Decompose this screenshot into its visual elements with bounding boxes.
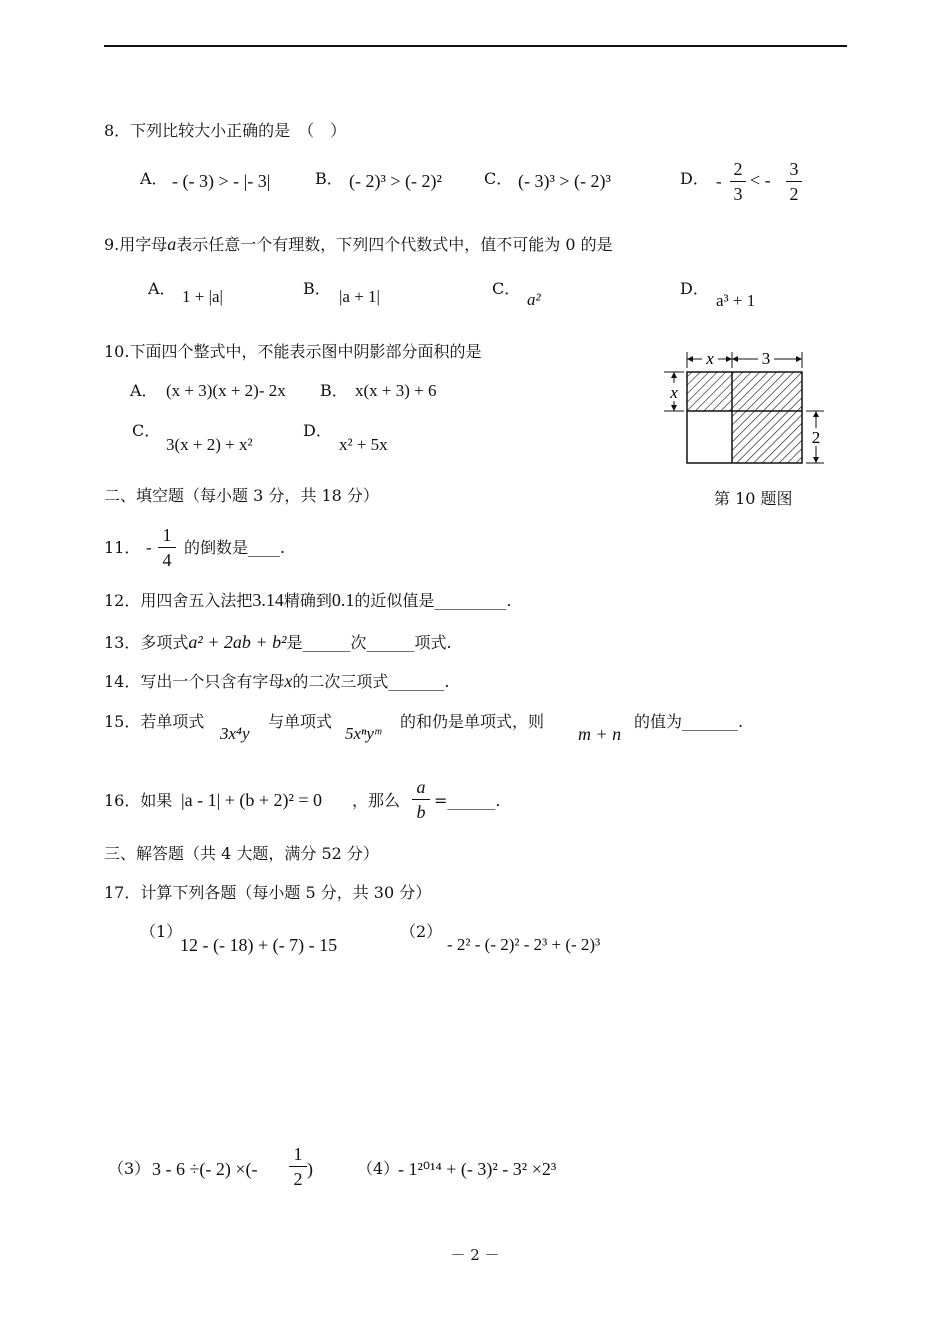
q9-option-b-expr: |a + 1| — [339, 287, 380, 306]
q8-option-a-label: A． — [140, 169, 168, 188]
q17-stem: 17．计算下列各题（每小题 5 分，共 30 分） — [104, 883, 432, 902]
q17-p3-expr: 3 - 6 ÷(- 2) ×(- — [152, 1159, 258, 1179]
q13-part1: 13．多项式 — [104, 633, 189, 652]
q8-option-a-expr: - (- 3) > - |- 3| — [172, 171, 271, 191]
q17-p3-fraction — [289, 1143, 307, 1190]
q15-part2: 与单项式 — [268, 712, 333, 731]
q12-part1: 12．用四舍五入法把 — [104, 591, 253, 610]
q10-option-d-label: D． — [303, 421, 332, 440]
q12-value-1: 3.14 — [252, 590, 284, 610]
q8-d-num1: 2 — [733, 159, 743, 179]
q9-option-c-expr: a² — [527, 290, 541, 309]
q8-option-b-label: B． — [315, 169, 343, 188]
q9-option-d-expr: a³ + 1 — [716, 291, 756, 310]
q9-option-d-label: D． — [680, 279, 709, 298]
q8-d-num2: 3 — [789, 159, 799, 179]
q10-option-b-expr: x(x + 3) + 6 — [355, 381, 437, 400]
q9-option-b-label: B． — [303, 279, 331, 298]
q17-p3-label: （3） — [108, 1159, 151, 1178]
q8-option-d-label: D． — [680, 169, 709, 188]
q17-p4-expr: - 1²⁰¹⁴ + (- 3)² - 3² ×2³ — [398, 1159, 557, 1179]
q17-p2-label: （2） — [400, 922, 443, 941]
q16-part2: ，那么 — [352, 791, 401, 810]
q11-label: 11． — [104, 538, 141, 557]
q8-option-c-label: C． — [484, 169, 513, 188]
q15-expr-1: 3x⁴y — [220, 724, 250, 743]
q10-option-b-label: B． — [320, 381, 348, 400]
header-rule — [104, 45, 847, 47]
q11-den: 4 — [162, 550, 172, 570]
q8-option-d-neg: - — [716, 172, 722, 191]
q17-p1-label: （1） — [140, 922, 183, 941]
q9-stem-part1: 9.用字母 — [104, 235, 168, 254]
q10-stem: 10.下面四个整式中，不能表示图中阴影部分面积的是 — [104, 342, 482, 361]
q15-part1: 15．若单项式 — [104, 712, 205, 731]
section-2-heading: 二、填空题（每小题 3 分，共 18 分） — [104, 486, 379, 505]
q9-option-a-expr: 1 + |a| — [182, 287, 223, 306]
fig-top-3-label: 3 — [761, 349, 771, 368]
q9-option-c-label: C． — [492, 279, 521, 298]
q9-stem — [104, 234, 613, 255]
q16-expr: |a - 1| + (b + 2)² = 0 — [181, 790, 323, 810]
q17-p4-label: （4） — [357, 1159, 400, 1178]
q15-part3: 的和仍是单项式，则 — [400, 712, 545, 731]
q8-option-d-fraction-2 — [786, 158, 802, 205]
q12-part3: 的近似值是_________. — [354, 591, 512, 610]
q16-part1: 16．如果 — [104, 791, 173, 810]
q14 — [104, 671, 449, 692]
q16-den: b — [416, 802, 426, 822]
q14-part2: 的二次三项式_______. — [292, 672, 450, 691]
q8-d-den1: 3 — [733, 184, 743, 204]
q11-neg: - — [146, 538, 152, 557]
q10-option-a-label: A． — [130, 381, 158, 400]
q13 — [104, 632, 452, 653]
q17-p3-close: ) — [307, 1159, 313, 1179]
q12-value-2: 0.1 — [331, 590, 355, 610]
q10-figure — [656, 348, 836, 473]
q10-option-a-expr: (x + 3)(x + 2)- 2x — [166, 381, 286, 400]
q10-figure-caption: 第 10 题图 — [714, 489, 793, 508]
q10-option-c-label: C． — [132, 421, 161, 440]
q8-option-c-expr: (- 3)³ > (- 2)³ — [518, 171, 611, 191]
q14-part1: 14．写出一个只含有字母 — [104, 672, 285, 691]
fig-right-2-label: 2 — [811, 428, 821, 447]
page-number: － 2 － — [450, 1246, 500, 1264]
q11-tail: 的倒数是____. — [184, 538, 286, 557]
q9-stem-var: a — [167, 234, 177, 254]
q15-part4: 的值为_______. — [634, 712, 744, 731]
q10-option-c-expr: 3(x + 2) + x² — [166, 435, 253, 454]
q15-expr-2: 5xⁿyᵐ — [345, 724, 382, 743]
q8-option-d-op: < - — [750, 170, 771, 190]
q17-p3-den: 2 — [293, 1169, 303, 1189]
q17-p2-expr: - 2² - (- 2)² - 2³ + (- 2)³ — [447, 935, 601, 954]
q13-expr: a² + 2ab + b² — [188, 632, 287, 652]
section-3-heading: 三、解答题（共 4 大题，满分 52 分） — [104, 844, 379, 863]
q16-fraction — [412, 776, 430, 823]
q12 — [104, 590, 511, 611]
q8-option-d-fraction-1 — [730, 158, 746, 205]
fig-left-x-label: x — [670, 383, 678, 402]
q9-stem-part2: 表示任意一个有理数，下列四个代数式中，值不可能为 0 的是 — [176, 235, 613, 254]
q13-part2: 是______次______项式. — [286, 633, 452, 652]
q16-num: a — [416, 777, 426, 797]
q16-part3: =______. — [434, 791, 501, 810]
q17-p3-num: 1 — [293, 1144, 303, 1164]
q17-p1-expr: 12 - (- 18) + (- 7) - 15 — [180, 935, 338, 955]
fig-top-x-label: x — [706, 349, 714, 368]
q14-var: x — [284, 671, 293, 691]
q10-option-d-expr: x² + 5x — [339, 435, 388, 454]
q8-option-b-expr: (- 2)³ > (- 2)² — [349, 171, 442, 191]
q11-fraction — [158, 524, 176, 571]
q15-expr-3: m + n — [578, 724, 622, 744]
q8-stem: 8．下列比较大小正确的是 （ ） — [104, 121, 347, 140]
q8-d-den2: 2 — [789, 184, 799, 204]
q9-option-a-label: A． — [148, 279, 176, 298]
q12-part2: 精确到 — [283, 591, 332, 610]
q11-num: 1 — [162, 525, 172, 545]
